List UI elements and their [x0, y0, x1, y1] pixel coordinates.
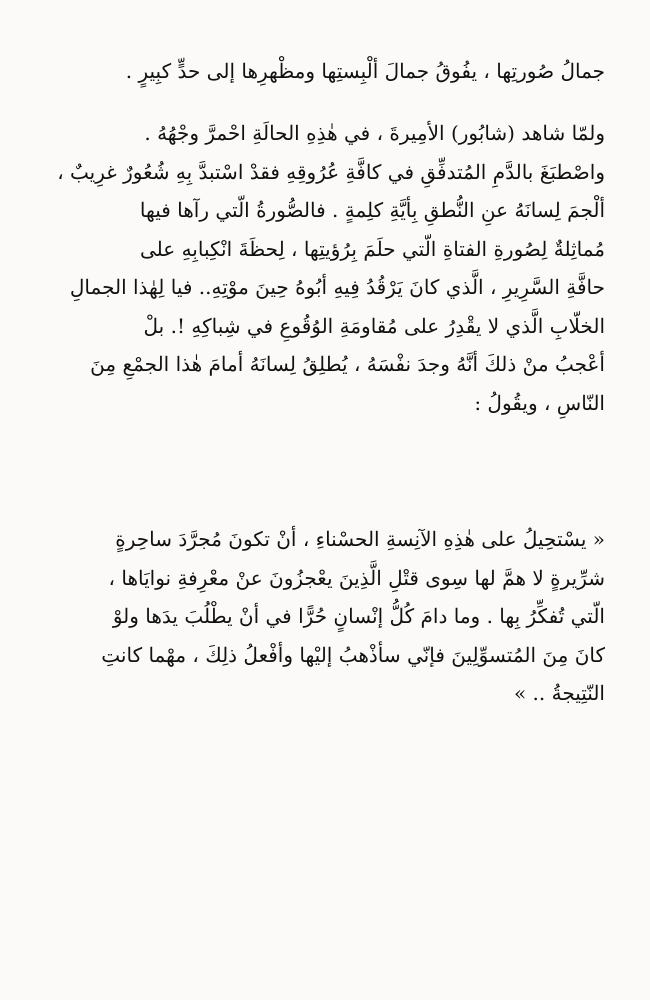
paragraph-2 — [40, 114, 605, 422]
text-line: الخلّابِ الَّذي لا يقْدِرُ على مُقاومَةِ الوُقُوعِ في شِباكِهِ !. بلْ — [143, 313, 605, 338]
text-line: النّتِيجةُ .. » — [513, 681, 605, 705]
text-line: ولمّا شاهد (شابُور) الأمِيرةَ ، في هٰذِهِ الحالَةِ احْمرَّ وجْهُهُ . — [144, 121, 605, 145]
text-line: شرِّيرةٍ لا همَّ لها سِوى قتْلِ الَّذِينَ يعْجزُونَ عنْ معْرِفةِ نوايَاها ، — [108, 565, 605, 590]
text-line: واصْطبَغَ بالدَّمِ المُتدفِّقِ في كافَّةِ عُرُوقِهِ فقدْ اسْتبدَّ بِهِ شُعُورٌ غرِيبٌ ، — [57, 159, 605, 184]
paragraph-3 — [40, 520, 605, 713]
text-line: الّتي تُفكِّرُ بِها . وما دامَ كُلُّ إنْسانٍ حُرًّا في أنْ يطْلُبَ يدَها ولوْ — [112, 604, 605, 628]
text-line: مُماثِلةٌ لِصُورةِ الفتاةِ الّتي حلَمَ بِرُؤيتِها ، لِحظَةَ انْكِبابِهِ على — [140, 236, 605, 261]
text-line: أعْجبُ منْ ذلكَ أنَّهُ وجدَ نفْسَهُ ، يُطلِقُ لِسانَهُ أمامَ هٰذا الجمْعِ مِنَ — [90, 352, 605, 376]
paragraph-1 — [40, 52, 605, 91]
text-line: النّاسِ ، ويقُولُ : — [474, 390, 605, 415]
text-line: كانَ مِنَ المُتسوِّلِينَ فإنّي سأذْهبُ إليْها وأفْعلُ ذلِكَ ، مهْما كانتِ — [101, 642, 605, 667]
text-line: ألْجمَ لِسانَهُ عنِ النُّطقِ بِأيَّةِ كلِمةٍ . فالصُّورةُ الّتي رآها فيها — [139, 198, 605, 222]
text-line: « يسْتحِيلُ على هٰذِهِ الآنِسةِ الحسْناءِ ، أنْ تكونَ مُجرَّدَ ساحِرةٍ — [115, 527, 605, 551]
text-line: جمالُ صُورتِها ، يفُوقُ جمالَ ألْبِستِها ومظْهرِها إلى حدٍّ كبِيرٍ . — [125, 59, 605, 83]
text-line: حافَّةِ السَّرِيرِ ، الَّذي كانَ يَرْقُدُ فِيهِ أبُوهُ حِينَ موْتِهِ.. فيا لِهٰذا الجمالِ — [69, 275, 605, 299]
